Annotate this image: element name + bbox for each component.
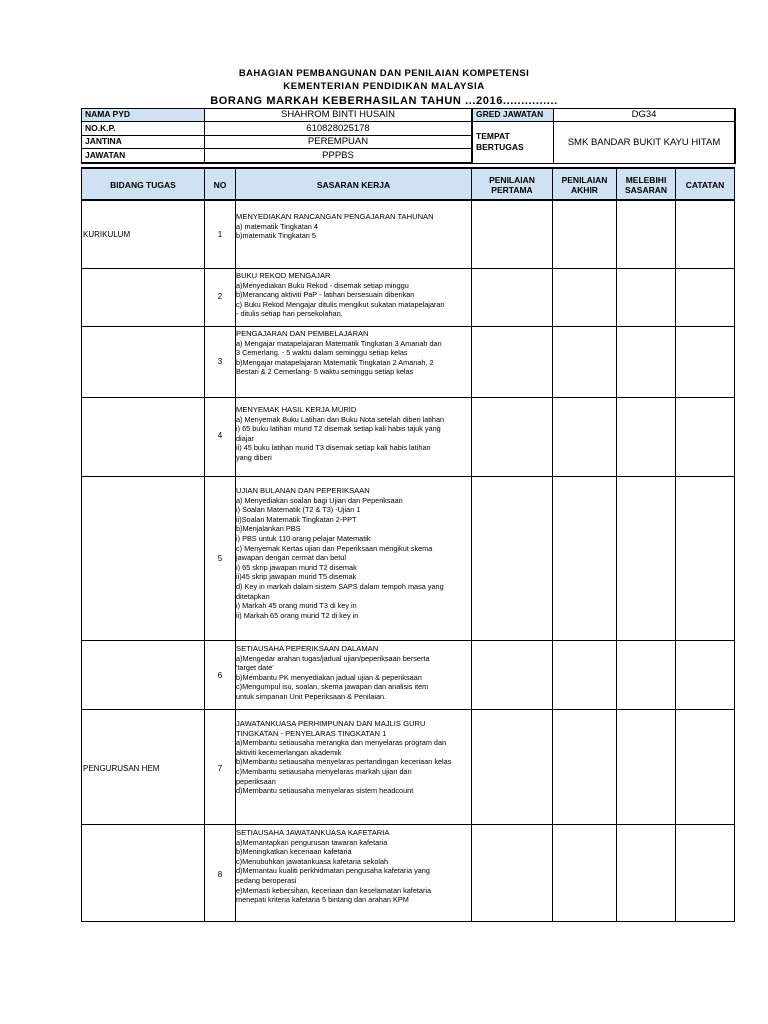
sasaran-kerja-cell (236, 486, 472, 620)
row-number: 1 (217, 230, 223, 239)
nokp-value: 610828025178 (306, 123, 370, 134)
row-number: 5 (217, 554, 223, 563)
task-line: b)Membantu setiausaha menyelaras pertandingan keceriaan kelas (236, 757, 452, 767)
task-line: a)Mengedar arahan tugas/jadual ujian/peperiksaan berserta (236, 653, 430, 663)
gred-label: GRED JAWATAN (476, 109, 544, 119)
row-number: 7 (217, 764, 223, 773)
task-line: b)matematik Tingkatan 5 (236, 231, 316, 241)
task-title: MENYEDIAKAN RANCANGAN PENGAJARAN TAHUNAN (236, 212, 434, 221)
task-line: TINGKATAN - PENYELARAS TINGKATAN 1 (236, 728, 387, 738)
header-line-2: KEMENTERIAN PENDIDIKAN MALAYSIA (283, 81, 485, 92)
task-line: a) matematik Tingkatan 4 (236, 221, 318, 231)
task-line: a)Memantapkan pengurusan tawaran kafetaria (236, 837, 388, 847)
task-line: menepati kriteria kafetaria 5 bintang dan arahan KPM (236, 895, 409, 905)
form-title: BORANG MARKAH KEBERHASILAN TAHUN ...2016............... (210, 95, 558, 107)
task-line: c)Mengumpul isu, soalan, skema jawapan dan analisis item (236, 682, 429, 692)
task-line: a)Membantu setiausaha merangka dan menyelaras program dan (236, 738, 447, 748)
task-line: ii) Markah 65 orang murid T2 di key in (236, 610, 359, 620)
tempat-label-1: TEMPAT (476, 131, 510, 141)
task-line: d)Memantau kualiti perkhidmatan pengusaha kafetaria yang (236, 866, 430, 876)
task-line: b)Merancang aktiviti PaP - latihan bersesuain diberikan (236, 290, 415, 300)
row-number: 4 (217, 431, 223, 440)
col-catatan: CATATAN (685, 179, 725, 190)
task-line: i) Markah 45 orang murid T3 di key in (236, 601, 357, 611)
tempat-value: SMK BANDAR BUKIT KAYU HITAM (567, 137, 721, 148)
sasaran-kerja-cell (236, 329, 472, 377)
col-bidang-tugas: BIDANG TUGAS (110, 179, 176, 190)
task-line: i) Soalan Matematik (T2 & T3) -Ujian 1 (236, 505, 361, 515)
col-melebihi-sasaran-line1: MELEBIHI (625, 174, 667, 185)
jantina-label: JANTINA (85, 136, 122, 146)
row-number: 3 (217, 357, 223, 366)
task-line: ii)45 skrip jawapan murid T5 disemak (236, 572, 357, 582)
sasaran-kerja-cell (236, 271, 472, 319)
task-line: a)Menyediakan Buku Rekod - disemak setiap minggu (236, 280, 409, 290)
task-line: e)Memasti kebersihan, keceriaan dan keselamatan kafetaria (236, 885, 432, 895)
task-line: i) 65 buku latihan murid T2 disemak setiap kali habis tajuk yang (236, 424, 441, 434)
task-line: a) Mengajar matapelajaran Matematik Tingkatan 3 Amanah dan (236, 338, 442, 348)
task-line: a) Menyediakan soalan bagi Ujian dan Peperiksaan (236, 495, 403, 505)
task-line: i) 65 skrip jawapan murid T2 disemak (236, 562, 357, 572)
col-melebihi-sasaran-line2: SASARAN (624, 184, 668, 195)
task-line: Bestari & 2 Cemerlang- 5 waktu seminggu setiap kelas (236, 367, 414, 377)
nama-label: NAMA PYD (85, 109, 131, 119)
jantina-value: PEREMPUAN (307, 136, 369, 147)
sasaran-kerja-cell (236, 828, 472, 905)
nokp-label: NO.K.P. (85, 123, 116, 133)
task-line: ditetapkan (236, 591, 270, 601)
task-line: ii) 45 buku latihan murid T3 disemak setiap kali habis latihan (236, 443, 431, 453)
task-title: SETIAUSAHA PEPERIKSAAN DALAMAN (236, 644, 379, 653)
sasaran-kerja-cell (236, 719, 472, 796)
col-melebihi-sasaran (617, 169, 675, 200)
task-title: MENYEMAK HASIL KERJA MURID (236, 405, 357, 414)
col-penilaian-akhir-line2: AKHIR (571, 184, 598, 195)
task-line: - ditulis setiap hari persekolahan. (236, 309, 343, 319)
jawatan-label: JAWATAN (85, 150, 126, 160)
task-line: b)Meningkatkan keceriaan kafetaria (236, 847, 352, 857)
header-line-1: BAHAGIAN PEMBANGUNAN DAN PENILAIAN KOMPETENSI (238, 68, 530, 79)
task-title: SETIAUSAHA JAWATANKUASA KAFETARIA (236, 828, 390, 837)
gred-value: DG34 (631, 109, 657, 120)
bidang-tugas-cell: PENGURUSAN HEM (83, 764, 160, 773)
task-line: b)Menjalankan PBS (236, 524, 301, 534)
nama-value: SHAHROM BINTI HUSAIN (280, 109, 395, 120)
task-line: b)Membantu PK menyediakan jadual ujian & peperiksaan (236, 672, 422, 682)
task-line: c) Menyemak Kertas ujian dan Peperiksaan mengikut skema (236, 543, 433, 553)
task-line: aktiviti kecemerlangan akademik (236, 747, 342, 757)
task-line: peperiksaan (236, 776, 276, 786)
task-line: d) Key in markah dalam sistem SAPS dalam tempoh masa yang (236, 581, 444, 591)
task-line: d)Membantu setiausaha menyelaras sistem headcount (236, 786, 414, 796)
col-penilaian-pertama-line1: PENILAIAN (489, 174, 535, 185)
row-number: 2 (217, 292, 223, 301)
task-title: BUKU REKOD MENGAJAR (236, 271, 331, 280)
col-sasaran-kerja: SASARAN KERJA (316, 179, 391, 190)
sasaran-kerja-cell (236, 405, 472, 463)
sasaran-kerja-cell (236, 212, 472, 241)
task-line: c)Menubuhkan jawatankuasa kafetaria sekolah (236, 856, 389, 866)
task-line: 3 Cemerlang. - 5 waktu dalam seminggu setiap kelas (236, 348, 408, 358)
row-number: 6 (217, 671, 223, 680)
jawatan-value: PPPBS (322, 150, 354, 161)
col-penilaian-pertama-line2: PERTAMA (491, 184, 533, 195)
task-title: JAWATANKUASA PERHIMPUNAN DAN MAJLIS GURU (236, 719, 426, 728)
col-no: NO (213, 179, 227, 190)
tempat-label-2: BERTUGAS (476, 142, 524, 152)
task-line: a) Menyemak Buku Latihan dan Buku Nota setelah diberi latihan (236, 414, 445, 424)
task-line: ii)Soalan Matematik Tingkatan 2-PPT (236, 514, 357, 524)
task-line: diajar (236, 433, 254, 443)
task-line: jawapan dengan cermat dan betul (236, 553, 346, 563)
col-penilaian-akhir-line1: PENILAIAN (561, 174, 608, 185)
task-line: 'target date' (236, 663, 274, 673)
row-number: 8 (217, 870, 223, 879)
task-title: PENGAJARAN DAN PEMBELAJARAN (236, 329, 369, 338)
sasaran-kerja-cell (236, 644, 472, 702)
col-penilaian-pertama (472, 169, 552, 200)
task-line: c)Membantu setiausaha menyelaras markah ujian dan (236, 766, 412, 776)
bidang-tugas-cell: KURIKULUM (83, 230, 131, 239)
task-line: yang diberi (236, 452, 272, 462)
task-line: c) Buku Rekod Mengajar ditulis mengikut sukatan matapelajaran (236, 299, 445, 309)
task-line: sedang beroperasi (236, 875, 297, 885)
task-line: b)Mengajar matapelajaran Matematik Tingkatan 2 Amanah, 2 (236, 357, 434, 367)
task-line: untuk simpanan Unit Peperiksaan & Penilaian. (236, 691, 387, 701)
task-line: i) PBS untuk 110 orang pelajar Matematik (236, 533, 371, 543)
col-penilaian-akhir (553, 169, 616, 200)
task-title: UJIAN BULANAN DAN PEPERIKSAAN (236, 486, 370, 495)
